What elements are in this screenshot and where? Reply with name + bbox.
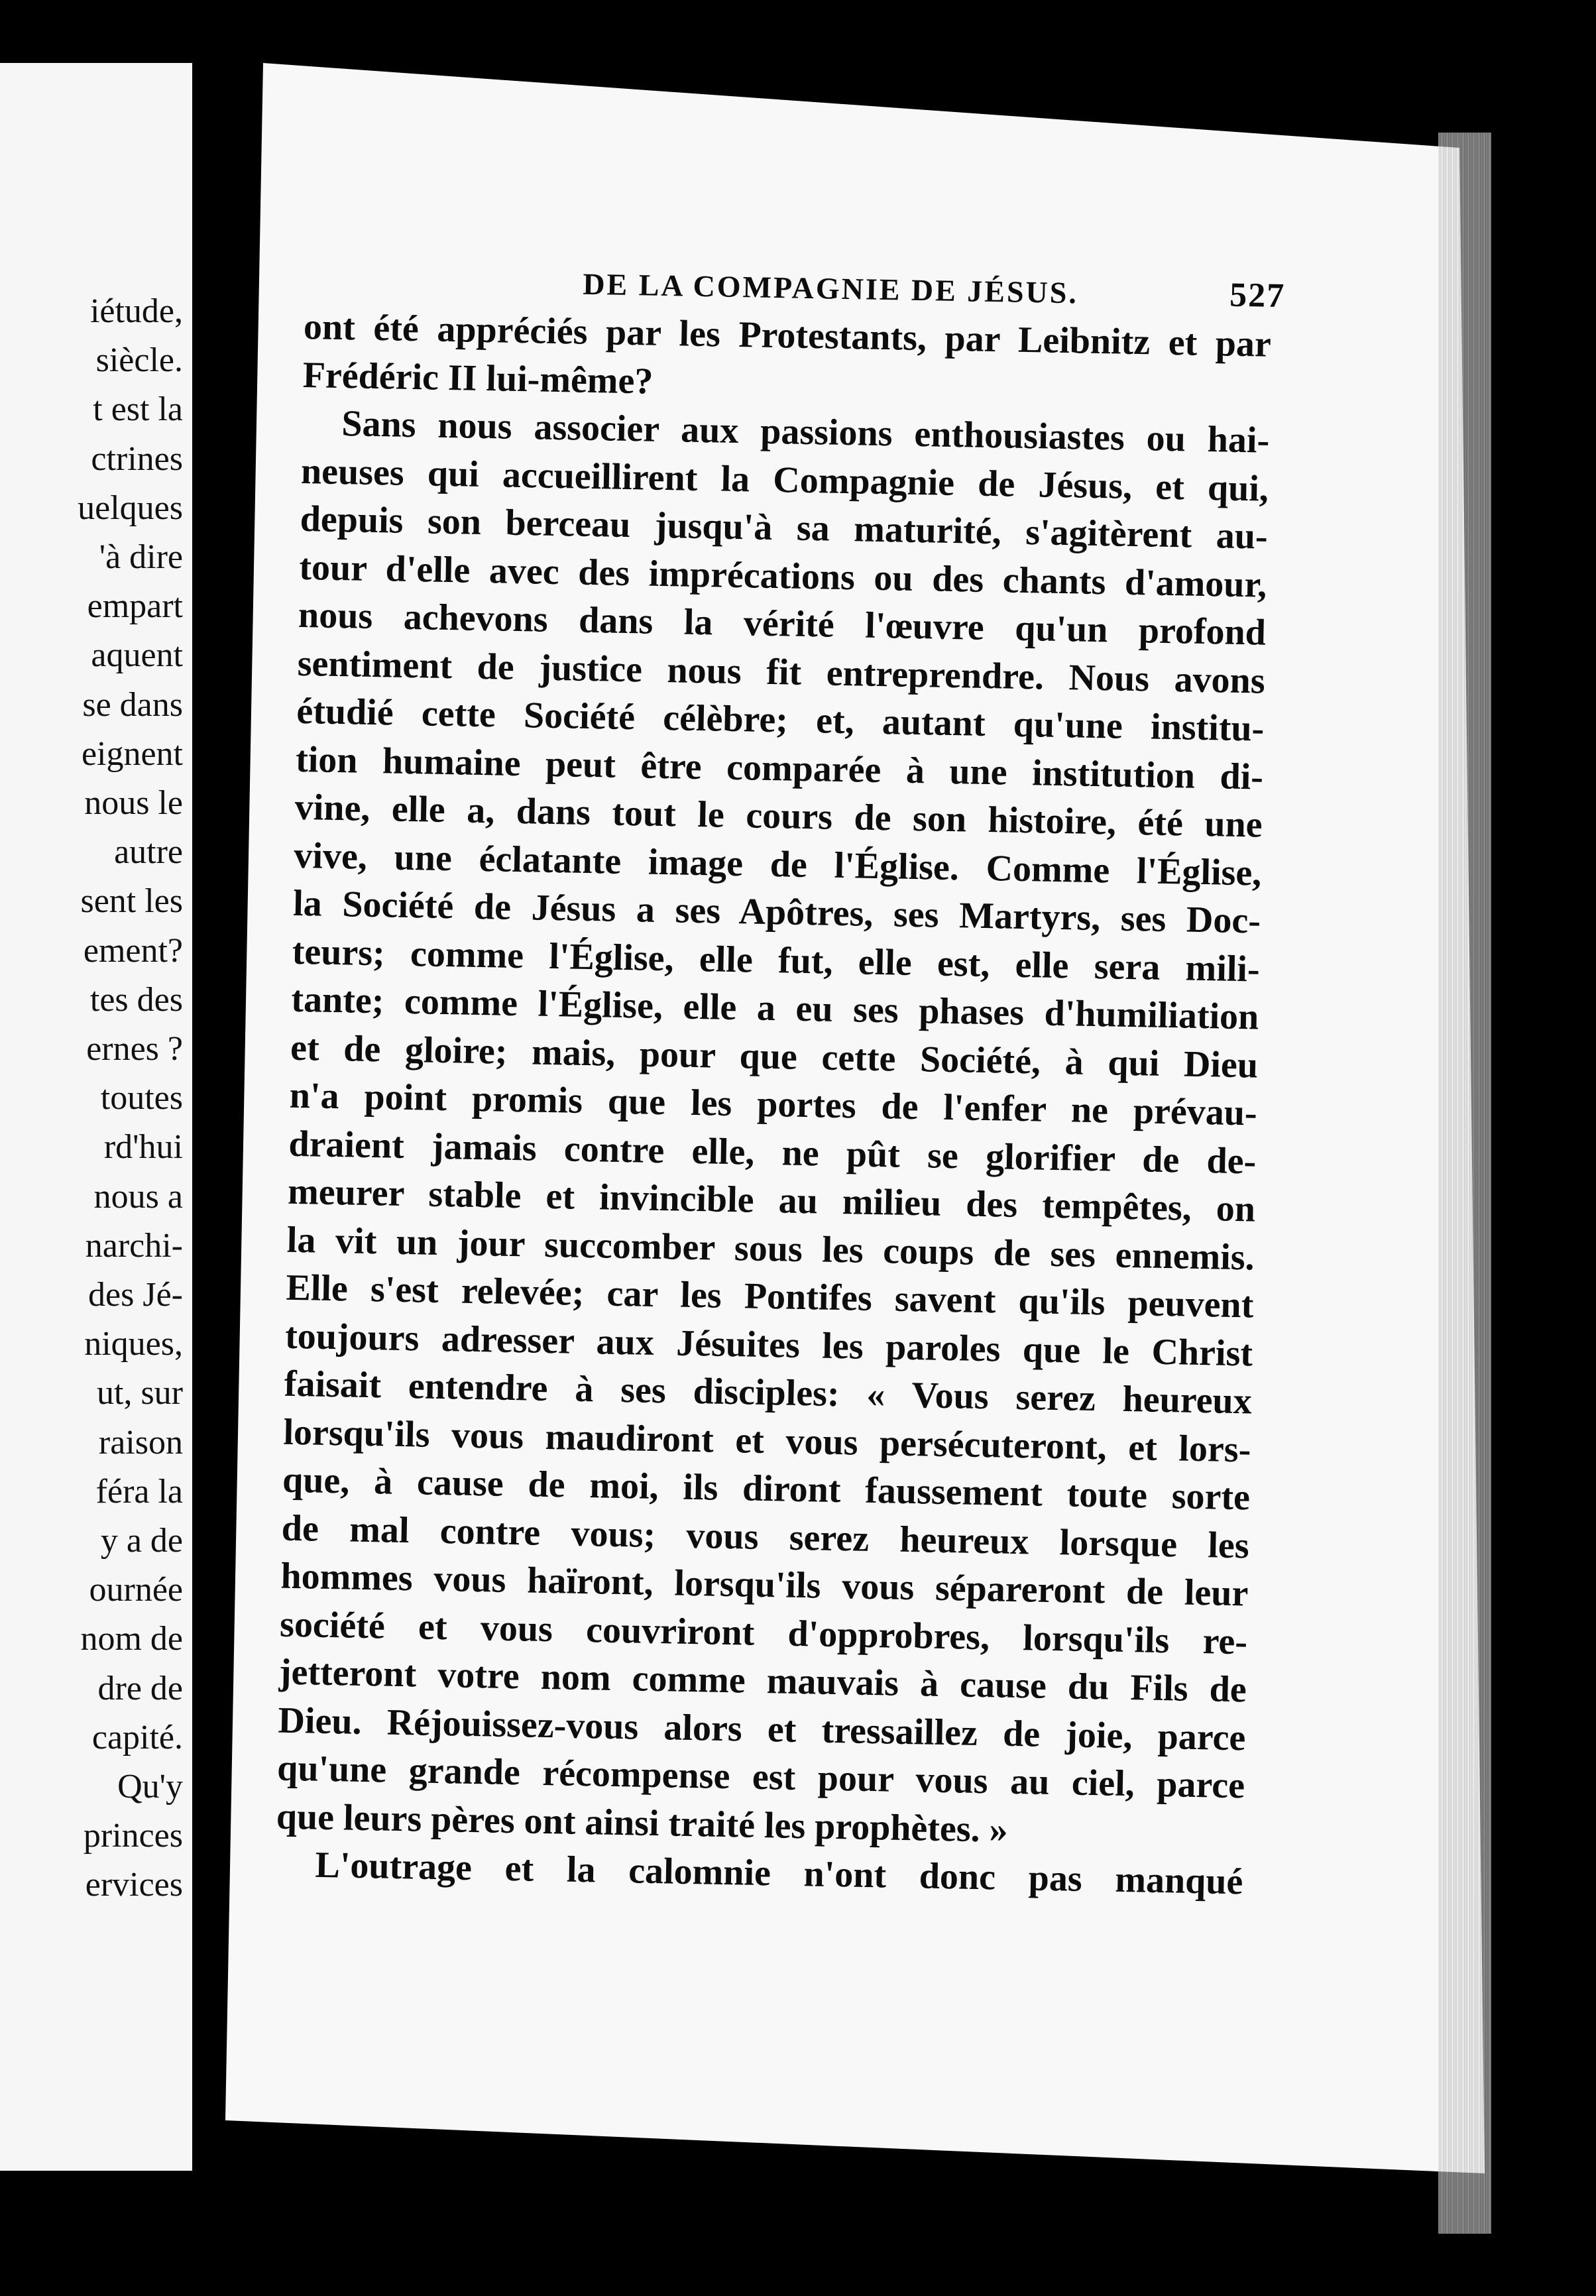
left-page-line: princes	[83, 1817, 183, 1855]
text-line: neuses qui accueillirent la Compagnie de Jésus, et qui,	[300, 450, 1269, 510]
left-page-line: tes des	[89, 980, 183, 1019]
left-page-line: se dans	[82, 685, 183, 724]
text-line: Elle s'est relevée; car les Pontifes savent qu'ils peuvent	[285, 1267, 1254, 1326]
text-line: la vit un jour succomber sous les coups de ses ennemis.	[286, 1219, 1255, 1279]
left-page-line: siècle.	[95, 341, 183, 380]
text-line: nous achevons dans la vérité l'œuvre qu'un profond	[298, 594, 1267, 654]
left-page-line: narchi-	[85, 1226, 183, 1265]
text-line: Dieu. Réjouissez-vous alors et tressaillez de joie, parce	[278, 1699, 1246, 1758]
text-line: et de gloire; mais, pour que cette Société, à qui Dieu	[290, 1027, 1259, 1086]
page-edge	[1438, 133, 1491, 2234]
left-page-line: Qu'y	[117, 1768, 183, 1806]
text-line: L'outrage et la calomnie n'ont donc pas manqué	[315, 1844, 1243, 1903]
text-line: tion humaine peut être comparée à une institution di-	[295, 738, 1264, 798]
text-line: sentiment de justice nous fit entreprendre. Nous avons	[297, 642, 1266, 702]
text-line: vive, une éclatante image de l'Église. Comme l'Église,	[293, 834, 1262, 894]
text-line: depuis son berceau jusqu'à sa maturité, s'agitèrent au-	[300, 498, 1269, 557]
left-page-line: empart	[87, 587, 183, 626]
text-line: ont été appréciés par les Protestants, par Leibnitz et par	[303, 306, 1272, 365]
body-text	[275, 303, 1272, 1906]
left-page-line: ernes ?	[86, 1030, 183, 1068]
left-page-line: ctrines	[91, 439, 183, 478]
left-page-line: iétude,	[89, 292, 183, 330]
text-line: meurer stable et invincible au milieu des tempêtes, on	[287, 1171, 1256, 1230]
left-page-line: uelques	[78, 488, 183, 527]
text-line: que, à cause de moi, ils diront faussement toute sorte	[282, 1459, 1251, 1519]
text-line: que leurs pères ont ainsi traité les prophètes. »	[276, 1796, 1009, 1851]
text-line: étudié cette Société célèbre; et, autant qu'une institu-	[296, 690, 1265, 750]
left-page-line: sent les	[80, 882, 183, 921]
text-line: la Société de Jésus a ses Apôtres, ses Martyrs, ses Doc-	[292, 882, 1261, 942]
text-line: faisait entendre à ses disciples: « Vous serez heureux	[284, 1363, 1253, 1422]
left-page-line: féra la	[95, 1472, 183, 1511]
left-page-line: des Jé-	[88, 1276, 183, 1314]
text-line: toujours adresser aux Jésuites les paroles que le Christ	[284, 1315, 1253, 1374]
text-line: Sans nous associer aux passions enthousiastes ou hai-	[341, 403, 1270, 461]
left-page-line: nous le	[84, 784, 183, 822]
text-line: draient jamais contre elle, ne pût se glorifier de de-	[288, 1123, 1257, 1182]
left-page-line: toutes	[100, 1079, 183, 1118]
left-page-line: ut, sur	[97, 1374, 183, 1412]
left-page-line: 'à dire	[99, 538, 183, 576]
text-line: de mal contre vous; vous serez heureux lorsque les	[281, 1507, 1250, 1566]
page-text-block	[275, 258, 1286, 1906]
text-line: jetteront votre nom comme mauvais à cause du Fils de	[278, 1651, 1247, 1711]
left-page-line: dre de	[97, 1669, 183, 1707]
left-facing-page	[0, 63, 192, 2171]
text-line: lorsqu'ils vous maudiront et vous persécuteront, et lors-	[282, 1411, 1251, 1470]
left-page-line: y a de	[100, 1522, 183, 1560]
left-page-line: t est la	[93, 390, 183, 429]
left-page-line: capité.	[91, 1718, 183, 1756]
left-page-line: niques,	[84, 1325, 183, 1363]
text-line: hommes vous haïront, lorsqu'ils vous sépareront de leur	[280, 1555, 1249, 1615]
text-line: n'a point promis que les portes de l'enfer ne prévau-	[289, 1074, 1258, 1134]
text-line: tante; comme l'Église, elle a eu ses phases d'humiliation	[290, 978, 1259, 1038]
text-line: vine, elle a, dans tout le cours de son histoire, été une	[294, 786, 1263, 846]
left-page-line: aquent	[91, 636, 183, 675]
page-number: 527	[1229, 276, 1286, 316]
text-line: teurs; comme l'Église, elle fut, elle est, elle sera mili-	[292, 931, 1261, 990]
left-page-line: ournée	[89, 1571, 183, 1609]
text-line: société et vous couvriront d'opprobres, lorsqu'ils re-	[279, 1603, 1248, 1662]
left-page-line: rd'hui	[103, 1128, 183, 1167]
left-page-line: nom de	[80, 1620, 183, 1658]
left-page-line: autre	[114, 833, 183, 872]
left-page-line: raison	[98, 1423, 183, 1462]
left-page-line: ervices	[85, 1866, 183, 1904]
text-line: qu'une grande récompense est pour vous au ciel, parce	[276, 1747, 1245, 1807]
left-page-line: eignent	[81, 734, 183, 773]
left-page-line: ement?	[83, 931, 183, 970]
text-line: tour d'elle avec des imprécations ou des chants d'amour,	[298, 546, 1267, 606]
left-page-line: nous a	[93, 1177, 183, 1216]
text-line: Frédéric II lui-même?	[302, 354, 654, 402]
running-title: DE LA COMPAGNIE DE JÉSUS.	[582, 266, 1079, 310]
